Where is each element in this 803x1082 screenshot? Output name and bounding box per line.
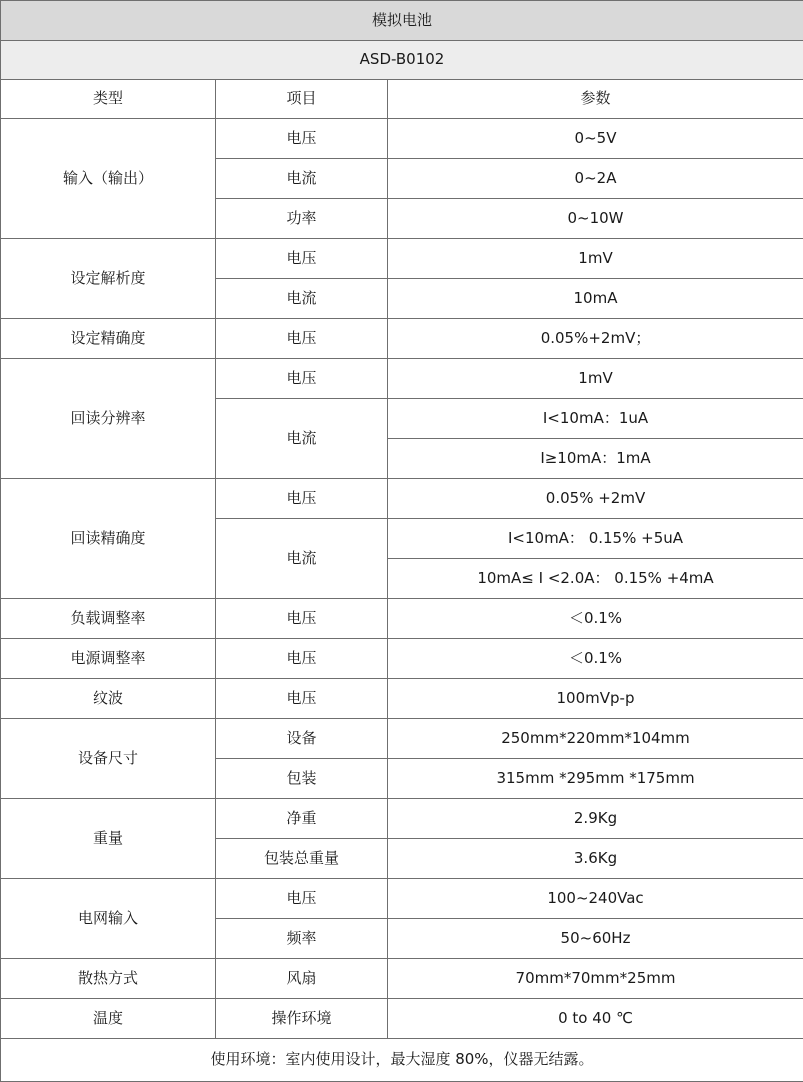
table-row: [1, 599, 803, 639]
cell-item: 电流: [216, 279, 388, 319]
cell-param: 50~60Hz: [388, 919, 803, 959]
cell-type: 回读分辨率: [1, 359, 216, 479]
cell-param: 10mA≤ I <2.0A： 0.15% +4mA: [388, 559, 803, 599]
cell-type: 负载调整率: [1, 599, 216, 639]
cell-item: 电压: [216, 239, 388, 279]
cell-param: 0.05%+2mV；: [388, 319, 803, 359]
table-header-row: [1, 80, 803, 119]
header-type: 类型: [1, 80, 216, 119]
cell-param: 100~240Vac: [388, 879, 803, 919]
header-param: 参数: [388, 80, 803, 119]
cell-item: 电压: [216, 599, 388, 639]
cell-item: 电压: [216, 639, 388, 679]
cell-param: 3.6Kg: [388, 839, 803, 879]
cell-param: 100mVp-p: [388, 679, 803, 719]
cell-param: 1mV: [388, 359, 803, 399]
cell-param: 0 to 40 ℃: [388, 999, 803, 1039]
cell-item: 电压: [216, 319, 388, 359]
cell-type: 纹波: [1, 679, 216, 719]
cell-type: 电网输入: [1, 879, 216, 959]
title-row: [1, 1, 803, 41]
cell-type: 散热方式: [1, 959, 216, 999]
table-body: [1, 1, 803, 119]
cell-param: 0~2A: [388, 159, 803, 199]
cell-item: 净重: [216, 799, 388, 839]
cell-item: 频率: [216, 919, 388, 959]
table-row: [1, 959, 803, 999]
cell-param: 0~5V: [388, 119, 803, 159]
cell-param: 2.9Kg: [388, 799, 803, 839]
cell-param: ＜0.1%: [388, 599, 803, 639]
cell-type: 设备尺寸: [1, 719, 216, 799]
cell-param: I≥10mA：1mA: [388, 439, 803, 479]
cell-type: 重量: [1, 799, 216, 879]
cell-param: I<10mA：1uA: [388, 399, 803, 439]
table-row: [1, 639, 803, 679]
cell-param: I<10mA： 0.15% +5uA: [388, 519, 803, 559]
product-model: ASD-B0102: [1, 41, 803, 80]
cell-item: 电流: [216, 159, 388, 199]
cell-item: 电流: [216, 399, 388, 479]
cell-item: 包装总重量: [216, 839, 388, 879]
spec-rows: [1, 119, 803, 1039]
cell-item: 设备: [216, 719, 388, 759]
cell-item: 电压: [216, 119, 388, 159]
footer-body: [1, 1039, 803, 1082]
table-row: [1, 119, 803, 159]
cell-param: 0.05% +2mV: [388, 479, 803, 519]
footer-row: [1, 1039, 803, 1082]
cell-param: ＜0.1%: [388, 639, 803, 679]
cell-item: 风扇: [216, 959, 388, 999]
table-row: [1, 879, 803, 919]
header-item: 项目: [216, 80, 388, 119]
cell-item: 电流: [216, 519, 388, 599]
cell-item: 包装: [216, 759, 388, 799]
product-title: 模拟电池: [1, 1, 803, 41]
cell-type: 温度: [1, 999, 216, 1039]
table-row: [1, 679, 803, 719]
table-row: [1, 319, 803, 359]
table-row: [1, 359, 803, 399]
cell-param: 70mm*70mm*25mm: [388, 959, 803, 999]
cell-item: 电压: [216, 479, 388, 519]
cell-item: 电压: [216, 879, 388, 919]
table-row: [1, 239, 803, 279]
cell-param: 0~10W: [388, 199, 803, 239]
table-row: [1, 719, 803, 759]
cell-item: 功率: [216, 199, 388, 239]
model-row: [1, 41, 803, 80]
cell-param: 250mm*220mm*104mm: [388, 719, 803, 759]
cell-type: 电源调整率: [1, 639, 216, 679]
cell-item: 电压: [216, 679, 388, 719]
table-row: [1, 999, 803, 1039]
cell-type: 回读精确度: [1, 479, 216, 599]
cell-item: 操作环境: [216, 999, 388, 1039]
usage-environment-note: 使用环境：室内使用设计，最大湿度 80%，仪器无结露。: [1, 1039, 803, 1082]
cell-param: 10mA: [388, 279, 803, 319]
cell-param: 315mm *295mm *175mm: [388, 759, 803, 799]
cell-type: 设定精确度: [1, 319, 216, 359]
cell-item: 电压: [216, 359, 388, 399]
cell-type: 输入（输出）: [1, 119, 216, 239]
table-row: [1, 479, 803, 519]
cell-type: 设定解析度: [1, 239, 216, 319]
cell-param: 1mV: [388, 239, 803, 279]
table-row: [1, 799, 803, 839]
